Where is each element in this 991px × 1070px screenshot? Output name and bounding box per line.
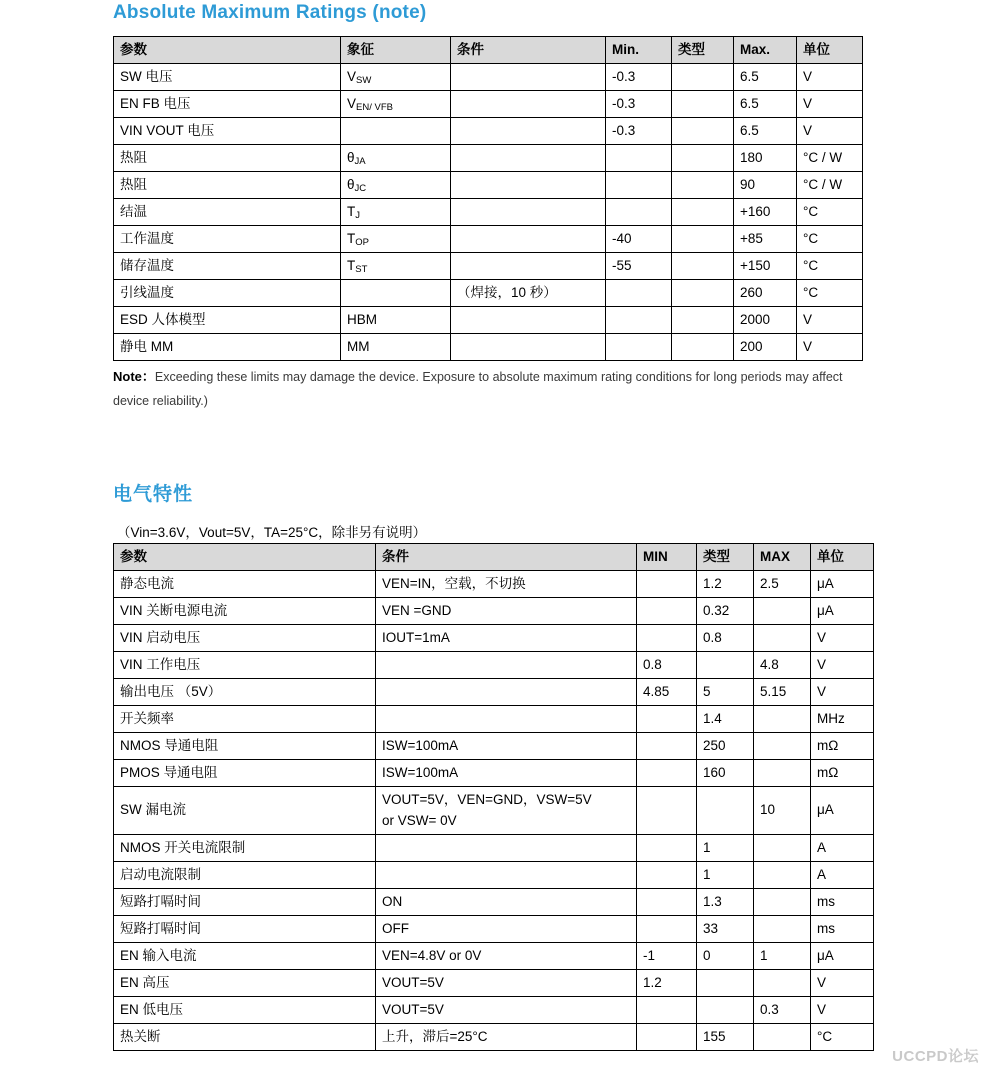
cell-parameter: VIN 关断电源电流 bbox=[114, 598, 376, 625]
cell-typ bbox=[672, 307, 734, 334]
cell-max: 6.5 bbox=[734, 64, 797, 91]
cell-typ bbox=[697, 997, 754, 1024]
table-row bbox=[114, 652, 874, 679]
cell-max: 2000 bbox=[734, 307, 797, 334]
symbol-subscript: JA bbox=[354, 155, 366, 167]
cell-parameter: SW 电压 bbox=[114, 64, 341, 91]
cell-unit: °C bbox=[811, 1024, 874, 1051]
table-row bbox=[114, 787, 874, 835]
cell-parameter: SW 漏电流 bbox=[114, 787, 376, 835]
cell-min bbox=[606, 334, 672, 361]
cell-max: 6.5 bbox=[734, 118, 797, 145]
cell-symbol bbox=[341, 280, 451, 307]
cell-condition: VEN=IN，空载，不切换 bbox=[376, 571, 637, 598]
cell-condition bbox=[451, 334, 606, 361]
cell-max bbox=[754, 760, 811, 787]
cell-parameter: 静态电流 bbox=[114, 571, 376, 598]
cell-max: +160 bbox=[734, 199, 797, 226]
cell-unit: V bbox=[811, 652, 874, 679]
cell-max: 5.15 bbox=[754, 679, 811, 706]
cell-typ: 33 bbox=[697, 916, 754, 943]
cell-symbol bbox=[341, 199, 451, 226]
cell-min: 1.2 bbox=[637, 970, 697, 997]
column-header-max: MAX bbox=[754, 544, 811, 571]
table-row bbox=[114, 226, 863, 253]
cell-unit: A bbox=[811, 862, 874, 889]
cell-typ bbox=[672, 145, 734, 172]
cell-max bbox=[754, 835, 811, 862]
cell-typ: 1.4 bbox=[697, 706, 754, 733]
cell-unit: °C bbox=[797, 280, 863, 307]
absolute-maximum-ratings-table bbox=[113, 36, 863, 361]
cell-condition: ISW=100mA bbox=[376, 733, 637, 760]
cell-symbol bbox=[341, 145, 451, 172]
condition-line-1: VOUT=5V，VEN=GND，VSW=5V bbox=[382, 792, 592, 808]
cell-symbol bbox=[341, 118, 451, 145]
cell-max bbox=[754, 1024, 811, 1051]
cell-condition bbox=[376, 706, 637, 733]
cell-typ bbox=[697, 652, 754, 679]
table-row bbox=[114, 889, 874, 916]
cell-condition bbox=[451, 64, 606, 91]
cell-unit: ms bbox=[811, 916, 874, 943]
cell-unit: V bbox=[797, 64, 863, 91]
cell-parameter: VIN 工作电压 bbox=[114, 652, 376, 679]
cell-max: 1 bbox=[754, 943, 811, 970]
table-row bbox=[114, 598, 874, 625]
page-title-absolute-maximum-ratings: Absolute Maximum Ratings (note) bbox=[113, 2, 427, 23]
cell-min bbox=[637, 997, 697, 1024]
cell-min bbox=[606, 280, 672, 307]
cell-condition bbox=[376, 652, 637, 679]
cell-min: -40 bbox=[606, 226, 672, 253]
column-header-symbol: 象征 bbox=[341, 37, 451, 64]
symbol-subscript: JC bbox=[354, 182, 367, 194]
cell-min bbox=[637, 598, 697, 625]
cell-condition bbox=[451, 226, 606, 253]
condition-line-2: or VSW= 0V bbox=[382, 812, 457, 828]
cell-typ: 160 bbox=[697, 760, 754, 787]
cell-parameter: NMOS 导通电阻 bbox=[114, 733, 376, 760]
table-row bbox=[114, 625, 874, 652]
column-header-condition: 条件 bbox=[451, 37, 606, 64]
cell-typ: 1 bbox=[697, 862, 754, 889]
electrical-characteristics-table-wrapper bbox=[113, 543, 873, 1051]
cell-max: 200 bbox=[734, 334, 797, 361]
column-header-min: MIN bbox=[637, 544, 697, 571]
cell-typ bbox=[672, 172, 734, 199]
cell-condition bbox=[451, 91, 606, 118]
cell-parameter: NMOS 开关电流限制 bbox=[114, 835, 376, 862]
table-row bbox=[114, 253, 863, 280]
cell-typ bbox=[672, 334, 734, 361]
cell-min bbox=[637, 1024, 697, 1051]
cell-parameter: EN FB 电压 bbox=[114, 91, 341, 118]
cell-parameter: 热阻 bbox=[114, 145, 341, 172]
cell-parameter: EN 高压 bbox=[114, 970, 376, 997]
cell-min: 4.85 bbox=[637, 679, 697, 706]
cell-typ: 1 bbox=[697, 835, 754, 862]
cell-min bbox=[637, 787, 697, 835]
cell-min bbox=[606, 172, 672, 199]
cell-symbol bbox=[341, 64, 451, 91]
cell-condition: VOUT=5V bbox=[376, 970, 637, 997]
cell-max: 0.3 bbox=[754, 997, 811, 1024]
cell-typ: 0.32 bbox=[697, 598, 754, 625]
cell-symbol: MM bbox=[341, 334, 451, 361]
table-row bbox=[114, 172, 863, 199]
cell-condition bbox=[376, 679, 637, 706]
electrical-test-conditions: （Vin=3.6V，Vout=5V，TA=25°C，除非另有说明） bbox=[117, 525, 427, 540]
cell-condition bbox=[376, 862, 637, 889]
cell-min bbox=[637, 889, 697, 916]
cell-unit: V bbox=[797, 334, 863, 361]
cell-parameter: VIN VOUT 电压 bbox=[114, 118, 341, 145]
cell-parameter: VIN 启动电压 bbox=[114, 625, 376, 652]
cell-typ: 5 bbox=[697, 679, 754, 706]
table-row bbox=[114, 118, 863, 145]
cell-min bbox=[637, 835, 697, 862]
cell-typ: 155 bbox=[697, 1024, 754, 1051]
cell-unit: °C bbox=[797, 253, 863, 280]
table-row bbox=[114, 679, 874, 706]
cell-max bbox=[754, 733, 811, 760]
table-row bbox=[114, 835, 874, 862]
table-row bbox=[114, 571, 874, 598]
note-label: Note： bbox=[113, 369, 155, 384]
cell-unit: °C / W bbox=[797, 145, 863, 172]
cell-max bbox=[754, 916, 811, 943]
cell-max bbox=[754, 970, 811, 997]
symbol-subscript: OP bbox=[355, 236, 369, 248]
symbol-base: T bbox=[347, 203, 356, 219]
cell-parameter: 开关频率 bbox=[114, 706, 376, 733]
cell-min: -0.3 bbox=[606, 91, 672, 118]
cell-typ bbox=[672, 226, 734, 253]
cell-max: 90 bbox=[734, 172, 797, 199]
cell-parameter: PMOS 导通电阻 bbox=[114, 760, 376, 787]
symbol-subscript: EN/ V bbox=[356, 101, 381, 113]
cell-condition: VOUT=5V bbox=[376, 997, 637, 1024]
cell-unit: V bbox=[797, 118, 863, 145]
symbol-subscript: J bbox=[355, 209, 360, 221]
cell-typ: 0.8 bbox=[697, 625, 754, 652]
column-header-unit: 单位 bbox=[797, 37, 863, 64]
table-row bbox=[114, 997, 874, 1024]
table-row bbox=[114, 91, 863, 118]
cell-parameter: 引线温度 bbox=[114, 280, 341, 307]
cell-min bbox=[637, 916, 697, 943]
cell-unit: A bbox=[811, 835, 874, 862]
cell-parameter: 启动电流限制 bbox=[114, 862, 376, 889]
cell-unit: V bbox=[797, 91, 863, 118]
table-row bbox=[114, 733, 874, 760]
cell-typ bbox=[672, 64, 734, 91]
electrical-characteristics-table bbox=[113, 543, 874, 1051]
cell-condition: ISW=100mA bbox=[376, 760, 637, 787]
symbol-base: V bbox=[347, 68, 357, 84]
cell-typ bbox=[672, 253, 734, 280]
cell-unit: V bbox=[811, 970, 874, 997]
symbol-subscript: SW bbox=[356, 74, 372, 86]
cell-condition bbox=[451, 118, 606, 145]
watermark: UCCPD论坛 bbox=[892, 1048, 979, 1065]
cell-unit: V bbox=[811, 625, 874, 652]
cell-unit: ms bbox=[811, 889, 874, 916]
cell-max: 260 bbox=[734, 280, 797, 307]
cell-parameter: 短路打嗝时间 bbox=[114, 889, 376, 916]
cell-condition bbox=[451, 172, 606, 199]
cell-parameter: 静电 MM bbox=[114, 334, 341, 361]
cell-min bbox=[637, 862, 697, 889]
column-header-min: Min. bbox=[606, 37, 672, 64]
cell-condition: 上升，滞后=25°C bbox=[376, 1024, 637, 1051]
table-row bbox=[114, 916, 874, 943]
cell-max: 6.5 bbox=[734, 91, 797, 118]
cell-max bbox=[754, 598, 811, 625]
table-row bbox=[114, 862, 874, 889]
cell-min: 0.8 bbox=[637, 652, 697, 679]
cell-condition bbox=[376, 835, 637, 862]
cell-unit: V bbox=[797, 307, 863, 334]
table-row bbox=[114, 280, 863, 307]
page-title-electrical-characteristics: 电气特性 bbox=[113, 484, 194, 505]
cell-typ: 0 bbox=[697, 943, 754, 970]
note-text: Exceeding these limits may damage the device. Exposure to absolute maximum rating conditions for long periods may affect device reliability.) bbox=[113, 370, 843, 408]
cell-parameter: EN 低电压 bbox=[114, 997, 376, 1024]
table-row bbox=[114, 970, 874, 997]
cell-unit: μA bbox=[811, 787, 874, 835]
cell-parameter: 短路打嗝时间 bbox=[114, 916, 376, 943]
cell-parameter: 输出电压 （5V） bbox=[114, 679, 376, 706]
table-row bbox=[114, 199, 863, 226]
cell-typ bbox=[672, 118, 734, 145]
cell-min bbox=[606, 199, 672, 226]
cell-condition: OFF bbox=[376, 916, 637, 943]
cell-unit: V bbox=[811, 679, 874, 706]
cell-condition bbox=[451, 253, 606, 280]
cell-max bbox=[754, 625, 811, 652]
cell-unit: °C bbox=[797, 199, 863, 226]
cell-condition: VEN=4.8V or 0V bbox=[376, 943, 637, 970]
table-row bbox=[114, 334, 863, 361]
cell-min: -0.3 bbox=[606, 64, 672, 91]
cell-parameter: 热关断 bbox=[114, 1024, 376, 1051]
cell-typ: 1.2 bbox=[697, 571, 754, 598]
cell-max: 2.5 bbox=[754, 571, 811, 598]
cell-symbol: HBM bbox=[341, 307, 451, 334]
symbol-base: θ bbox=[347, 149, 355, 165]
cell-typ bbox=[672, 91, 734, 118]
cell-condition bbox=[376, 787, 637, 835]
table-row bbox=[114, 1024, 874, 1051]
table-header-row bbox=[114, 544, 874, 571]
cell-unit: °C / W bbox=[797, 172, 863, 199]
cell-typ bbox=[672, 280, 734, 307]
cell-min: -1 bbox=[637, 943, 697, 970]
cell-condition: ON bbox=[376, 889, 637, 916]
cell-min bbox=[637, 706, 697, 733]
cell-parameter: 储存温度 bbox=[114, 253, 341, 280]
cell-symbol bbox=[341, 253, 451, 280]
cell-min bbox=[637, 733, 697, 760]
cell-condition bbox=[451, 199, 606, 226]
symbol-subscript-2: FB bbox=[380, 101, 393, 113]
column-header-typ: 类型 bbox=[697, 544, 754, 571]
cell-symbol bbox=[341, 226, 451, 253]
symbol-base: T bbox=[347, 257, 356, 273]
cell-unit: μA bbox=[811, 943, 874, 970]
cell-parameter: ESD 人体模型 bbox=[114, 307, 341, 334]
cell-condition bbox=[451, 145, 606, 172]
cell-unit: μA bbox=[811, 598, 874, 625]
cell-typ bbox=[672, 199, 734, 226]
cell-min bbox=[637, 571, 697, 598]
column-header-condition: 条件 bbox=[376, 544, 637, 571]
cell-typ: 1.3 bbox=[697, 889, 754, 916]
column-header-parameter: 参数 bbox=[114, 544, 376, 571]
cell-max: +150 bbox=[734, 253, 797, 280]
cell-typ bbox=[697, 787, 754, 835]
table-row bbox=[114, 943, 874, 970]
cell-max: +85 bbox=[734, 226, 797, 253]
cell-unit: mΩ bbox=[811, 760, 874, 787]
cell-max bbox=[754, 889, 811, 916]
cell-parameter: 热阻 bbox=[114, 172, 341, 199]
cell-unit: V bbox=[811, 997, 874, 1024]
cell-condition bbox=[451, 307, 606, 334]
table-row bbox=[114, 145, 863, 172]
cell-min bbox=[637, 625, 697, 652]
cell-unit: μA bbox=[811, 571, 874, 598]
table-row bbox=[114, 760, 874, 787]
cell-min: -0.3 bbox=[606, 118, 672, 145]
cell-min bbox=[637, 760, 697, 787]
symbol-subscript: ST bbox=[355, 263, 368, 275]
column-header-max: Max. bbox=[734, 37, 797, 64]
cell-max: 4.8 bbox=[754, 652, 811, 679]
column-header-parameter: 参数 bbox=[114, 37, 341, 64]
cell-max bbox=[754, 706, 811, 733]
table-row bbox=[114, 64, 863, 91]
cell-unit: °C bbox=[797, 226, 863, 253]
cell-condition: （焊接，10 秒） bbox=[451, 280, 606, 307]
cell-max bbox=[754, 862, 811, 889]
table-row bbox=[114, 307, 863, 334]
column-header-typ: 类型 bbox=[672, 37, 734, 64]
cell-parameter: EN 输入电流 bbox=[114, 943, 376, 970]
symbol-base: T bbox=[347, 230, 356, 246]
cell-max: 180 bbox=[734, 145, 797, 172]
symbol-base: θ bbox=[347, 176, 355, 192]
cell-min: -55 bbox=[606, 253, 672, 280]
cell-max: 10 bbox=[754, 787, 811, 835]
cell-condition: VEN =GND bbox=[376, 598, 637, 625]
table-header-row bbox=[114, 37, 863, 64]
cell-unit: mΩ bbox=[811, 733, 874, 760]
cell-symbol bbox=[341, 172, 451, 199]
cell-typ: 250 bbox=[697, 733, 754, 760]
cell-parameter: 结温 bbox=[114, 199, 341, 226]
cell-min bbox=[606, 145, 672, 172]
column-header-unit: 单位 bbox=[811, 544, 874, 571]
absolute-maximum-ratings-table-wrapper bbox=[113, 36, 862, 361]
cell-typ bbox=[697, 970, 754, 997]
cell-condition: IOUT=1mA bbox=[376, 625, 637, 652]
table-row bbox=[114, 706, 874, 733]
cell-unit: MHz bbox=[811, 706, 874, 733]
cell-min bbox=[606, 307, 672, 334]
symbol-base: V bbox=[347, 95, 357, 111]
absolute-maximum-ratings-note bbox=[113, 365, 865, 414]
cell-symbol bbox=[341, 91, 451, 118]
cell-parameter: 工作温度 bbox=[114, 226, 341, 253]
